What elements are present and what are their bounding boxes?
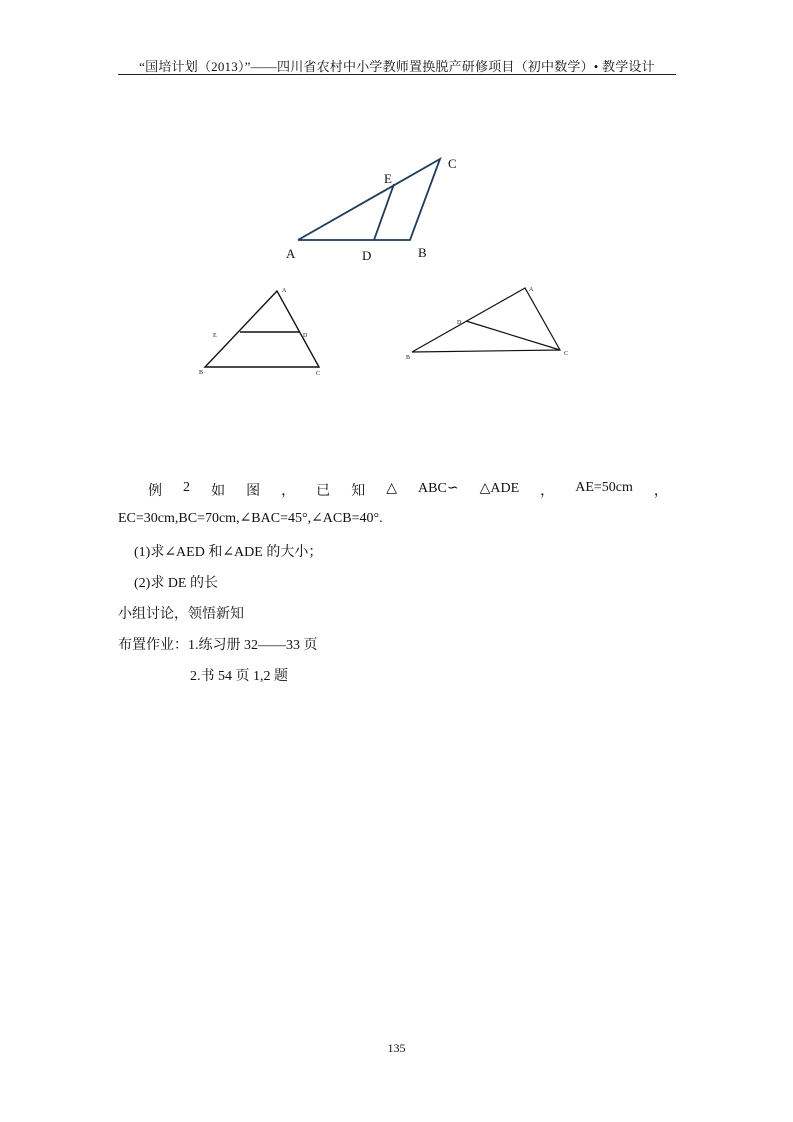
ex-token: AE=50cm	[575, 480, 633, 495]
ex-token: 例	[148, 484, 162, 499]
fig3-label-b: B	[406, 355, 411, 361]
example-2-statement	[148, 480, 668, 500]
ex-token: 已	[316, 484, 331, 499]
fig2-label-c: C	[316, 371, 321, 377]
fig1-segment-de	[374, 184, 394, 240]
homework-line-2: 2.书 54 页 1,2 题	[190, 669, 288, 684]
example-2-givens: EC=30cm,BC=70cm,∠BAC=45°,∠ACB=40°.	[118, 511, 383, 526]
ex-token: 如	[211, 484, 226, 499]
ex-token: 2	[183, 480, 191, 495]
ex-token: ，	[653, 484, 668, 499]
group-discussion: 小组讨论，领悟新知	[118, 607, 244, 622]
fig2-triangle-outline	[205, 291, 319, 367]
fig3-label-d: D	[457, 320, 462, 326]
ex-token: ，	[540, 484, 555, 499]
fig3-triangle-outline	[412, 288, 560, 352]
ex-token: ABC∽	[418, 481, 459, 496]
fig1-label-a: A	[286, 246, 296, 261]
fig1-label-e: E	[384, 171, 392, 186]
fig1-triangle-outline	[298, 159, 440, 240]
question-1: (1)求∠AED 和∠ADE 的大小；	[134, 545, 323, 560]
fig1-label-c: C	[448, 156, 457, 171]
fig2-label-e: E	[213, 333, 217, 339]
figure-3-triangle-dc	[400, 280, 580, 365]
fig2-label-d: D	[303, 333, 308, 339]
fig1-label-d: D	[362, 248, 372, 263]
homework-line-1: 布置作业：1.练习册 32——33 页	[118, 638, 318, 653]
page-number: 135	[387, 1041, 406, 1055]
figure-1-triangle-abc	[280, 150, 480, 265]
fig3-label-a: A	[529, 287, 534, 293]
ex-token: 知	[351, 484, 366, 499]
ex-token: △	[386, 481, 397, 496]
question-2: (2)求 DE 的长	[134, 576, 218, 591]
fig3-label-c: C	[564, 351, 569, 357]
header-rule	[118, 74, 676, 75]
fig2-label-b: B	[199, 370, 204, 376]
fig1-label-b: B	[418, 245, 427, 260]
ex-token: ，	[281, 484, 296, 499]
ex-token: △ADE	[479, 481, 520, 496]
figure-2-triangle-parallel	[195, 283, 335, 378]
fig2-label-a: A	[282, 288, 287, 294]
ex-token: 图	[246, 484, 261, 499]
page-header: “国培计划（2013）”——四川省农村中小学教师置换脱产研修项目（初中数学）• 教学设计	[139, 59, 655, 74]
